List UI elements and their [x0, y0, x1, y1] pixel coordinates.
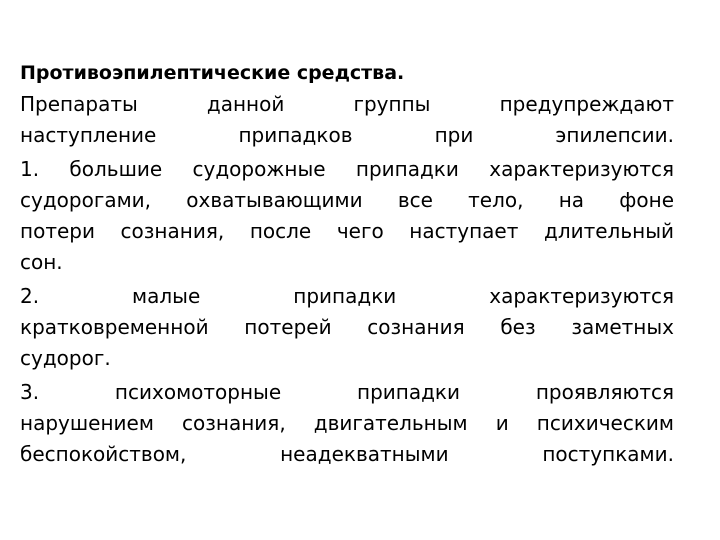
text-line: 3. психомоторные припадки проявляются [20, 379, 674, 404]
text-line: Препараты данной группы предупреждают [20, 92, 674, 116]
text-line: беспокойством, неадекватными поступками. [20, 442, 674, 467]
text-line: 1. большие судорожные припадки характеризуются [20, 156, 674, 181]
paragraph-item-1 [20, 154, 674, 279]
text-line: сон. [20, 250, 63, 275]
text-line: кратковременной потерей сознания без заметных [20, 315, 674, 340]
paragraph-intro [20, 89, 674, 152]
text-line: нарушением сознания, двигательным и психическим [20, 410, 674, 435]
text-line: судорог. [20, 346, 111, 371]
slide-title: Противоэпилептические средства. [20, 62, 405, 84]
text-line: 2. малые припадки характеризуются [20, 283, 674, 308]
paragraph-item-2 [20, 281, 674, 375]
text-line: наступление припадков при эпилепсии. [20, 123, 674, 148]
paragraph-item-3 [20, 377, 674, 471]
text-line: судорогами, охватывающими все тело, на фоне [20, 187, 674, 212]
slide-content [20, 58, 674, 473]
text-line: потери сознания, после чего наступает длительный [20, 219, 674, 244]
